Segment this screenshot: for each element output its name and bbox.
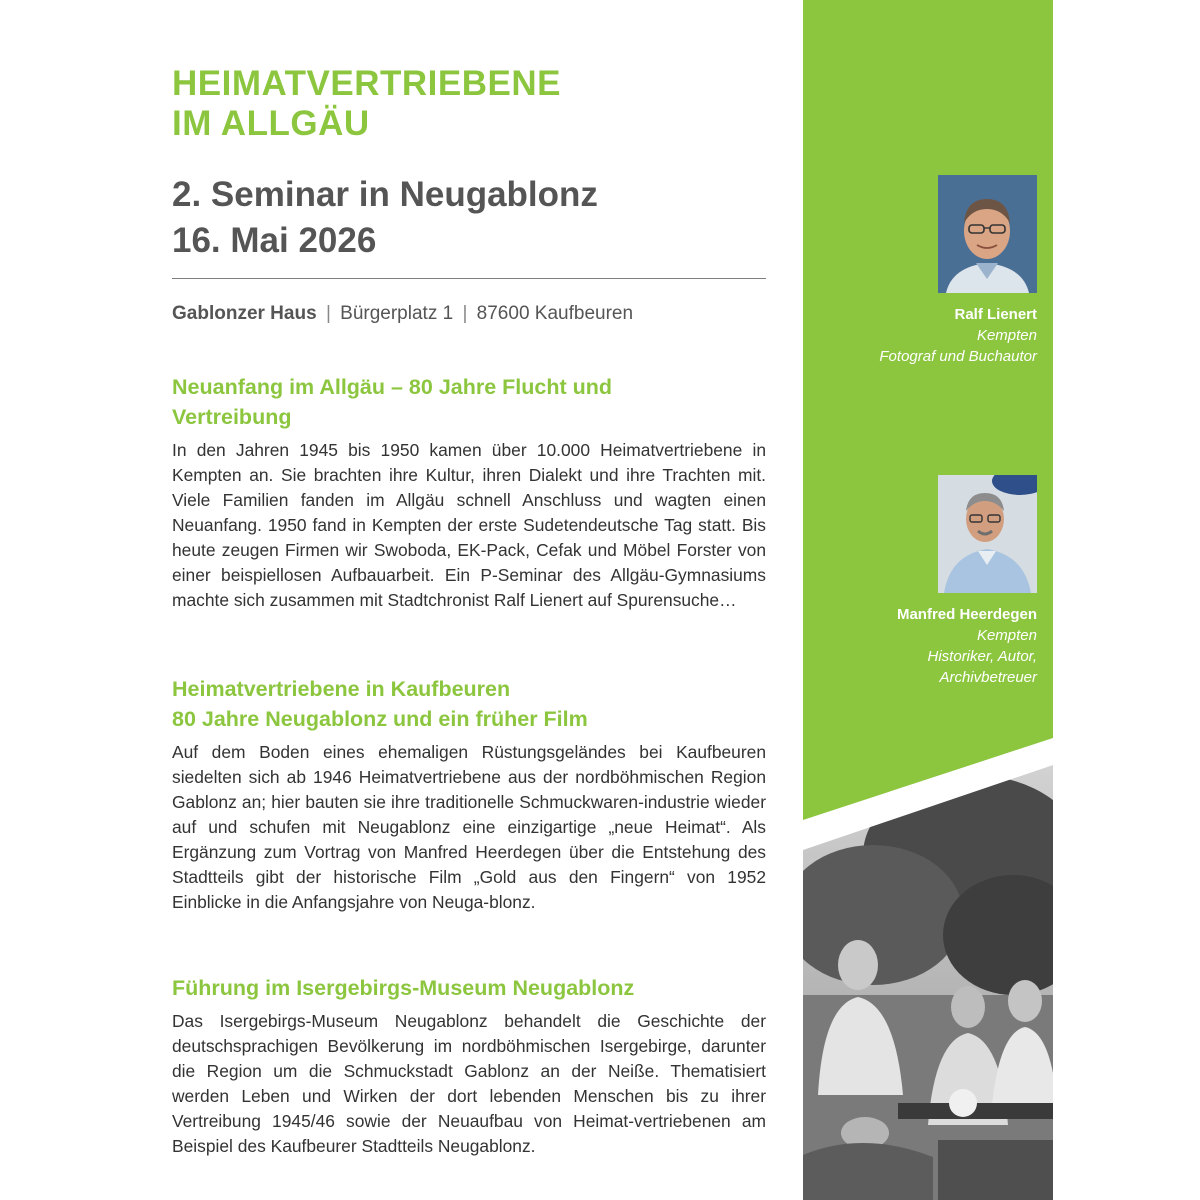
speaker-card: [897, 604, 1037, 688]
seminar-title: [172, 172, 598, 264]
venue-city: 87600 Kaufbeuren: [476, 303, 634, 324]
seminar-title-line1: 2. Seminar in Neugablonz: [172, 175, 598, 214]
speaker-card: [879, 304, 1037, 367]
venue-street: Bürgerplatz 1: [340, 303, 454, 324]
speaker-role: Historiker, Autor,: [927, 648, 1037, 665]
sidebar: [803, 0, 1053, 1200]
event-series-title-line1: HEIMATVERTRIEBENE: [172, 64, 561, 103]
venue-separator: |: [462, 303, 468, 324]
event-series-title: [172, 64, 561, 144]
section-heading-line1: Führung im Isergebirgs-Museum Neugablonz: [172, 976, 635, 1000]
speaker-portrait-photo: [938, 475, 1037, 593]
seminar-date: 16. Mai 2026: [172, 221, 377, 260]
section-body: Das Isergebirgs-Museum Neugablonz behandelt die Geschichte der deutschsprachigen Bevölkerung im nordböhmischen Isergebirge, darunter die Region um die Schmuckstadt Gablonz an der Neiße. Thematisiert werden Leben und Wirken der dort lebenden Menschen bis zu ihrer Vertreibung 1945/46 sowie der Neuaufbau von Heimat-vertriebenen am Beispiel des Kaufbeurer Stadtteils Neugablonz.: [172, 1011, 766, 1156]
speaker-name: Ralf Lienert: [954, 306, 1037, 323]
section-heading-line1: Neuanfang im Allgäu – 80 Jahre Flucht und: [172, 375, 613, 399]
event-series-title-line2: IM ALLGÄU: [172, 104, 370, 143]
venue-separator: |: [325, 303, 331, 324]
section-body: In den Jahren 1945 bis 1950 kamen über 10.000 Heimatvertriebene in Kempten an. Sie brachten ihre Kultur, ihren Dialekt und ihre Trachten mit. Viele Familien fanden im Allgäu schnell Anschluss und wagten einen Neuanfang. 1950 fand in Kempten der erste Sudetendeutsche Tag statt. Bis heute zeugen Firmen wir Swoboda, EK-Pack, Cefak und Möbel Forster von einer beispiellosen Aufbauarbeit. Ein P-Seminar des Allgäu-Gymnasiums machte sich zusammen mit Stadtchronist Ralf Lienert auf Spurensuche…: [172, 440, 766, 610]
speaker-name: Manfred Heerdegen: [896, 606, 1037, 623]
section-neuanfang: [172, 372, 766, 613]
section-heading: [172, 973, 766, 1003]
venue-line: [172, 303, 633, 325]
section-heading-line1: Heimatvertriebene in Kaufbeuren: [172, 677, 511, 701]
speaker-city: Kempten: [976, 327, 1037, 344]
section-heading: [172, 372, 766, 432]
speaker-role: Fotograf und Buchautor: [879, 348, 1037, 365]
venue-name: Gablonzer Haus: [172, 303, 317, 324]
historical-photo: [803, 765, 1053, 1200]
section-heading-line2: 80 Jahre Neugablonz und ein früher Film: [172, 707, 588, 731]
speaker-city: Kempten: [976, 627, 1037, 644]
speaker-portrait-photo: [938, 175, 1037, 293]
section-museum: [172, 973, 766, 1159]
section-kaufbeuren: [172, 674, 766, 915]
speaker-role: Archivbetreuer: [939, 669, 1037, 686]
section-heading: [172, 674, 766, 734]
divider: [172, 278, 766, 279]
section-body: Auf dem Boden eines ehemaligen Rüstungsgeländes bei Kaufbeuren siedelten sich ab 1946 Heimatvertriebene aus der nordböhmischen Region Gablonz an; hier bauten sie ihre traditionelle Schmuckwaren-industrie wieder auf und schufen mit Neugablonz eine einzigartige „neue Heimat“. Als Ergänzung zum Vortrag von Manfred Heerdegen über die Entstehung des Stadtteils gibt der historische Film „Gold aus den Fingern“ von 1952 Einblicke in die Anfangsjahre von Neuga-blonz.: [172, 742, 766, 912]
section-heading-line2: Vertreibung: [172, 405, 292, 429]
